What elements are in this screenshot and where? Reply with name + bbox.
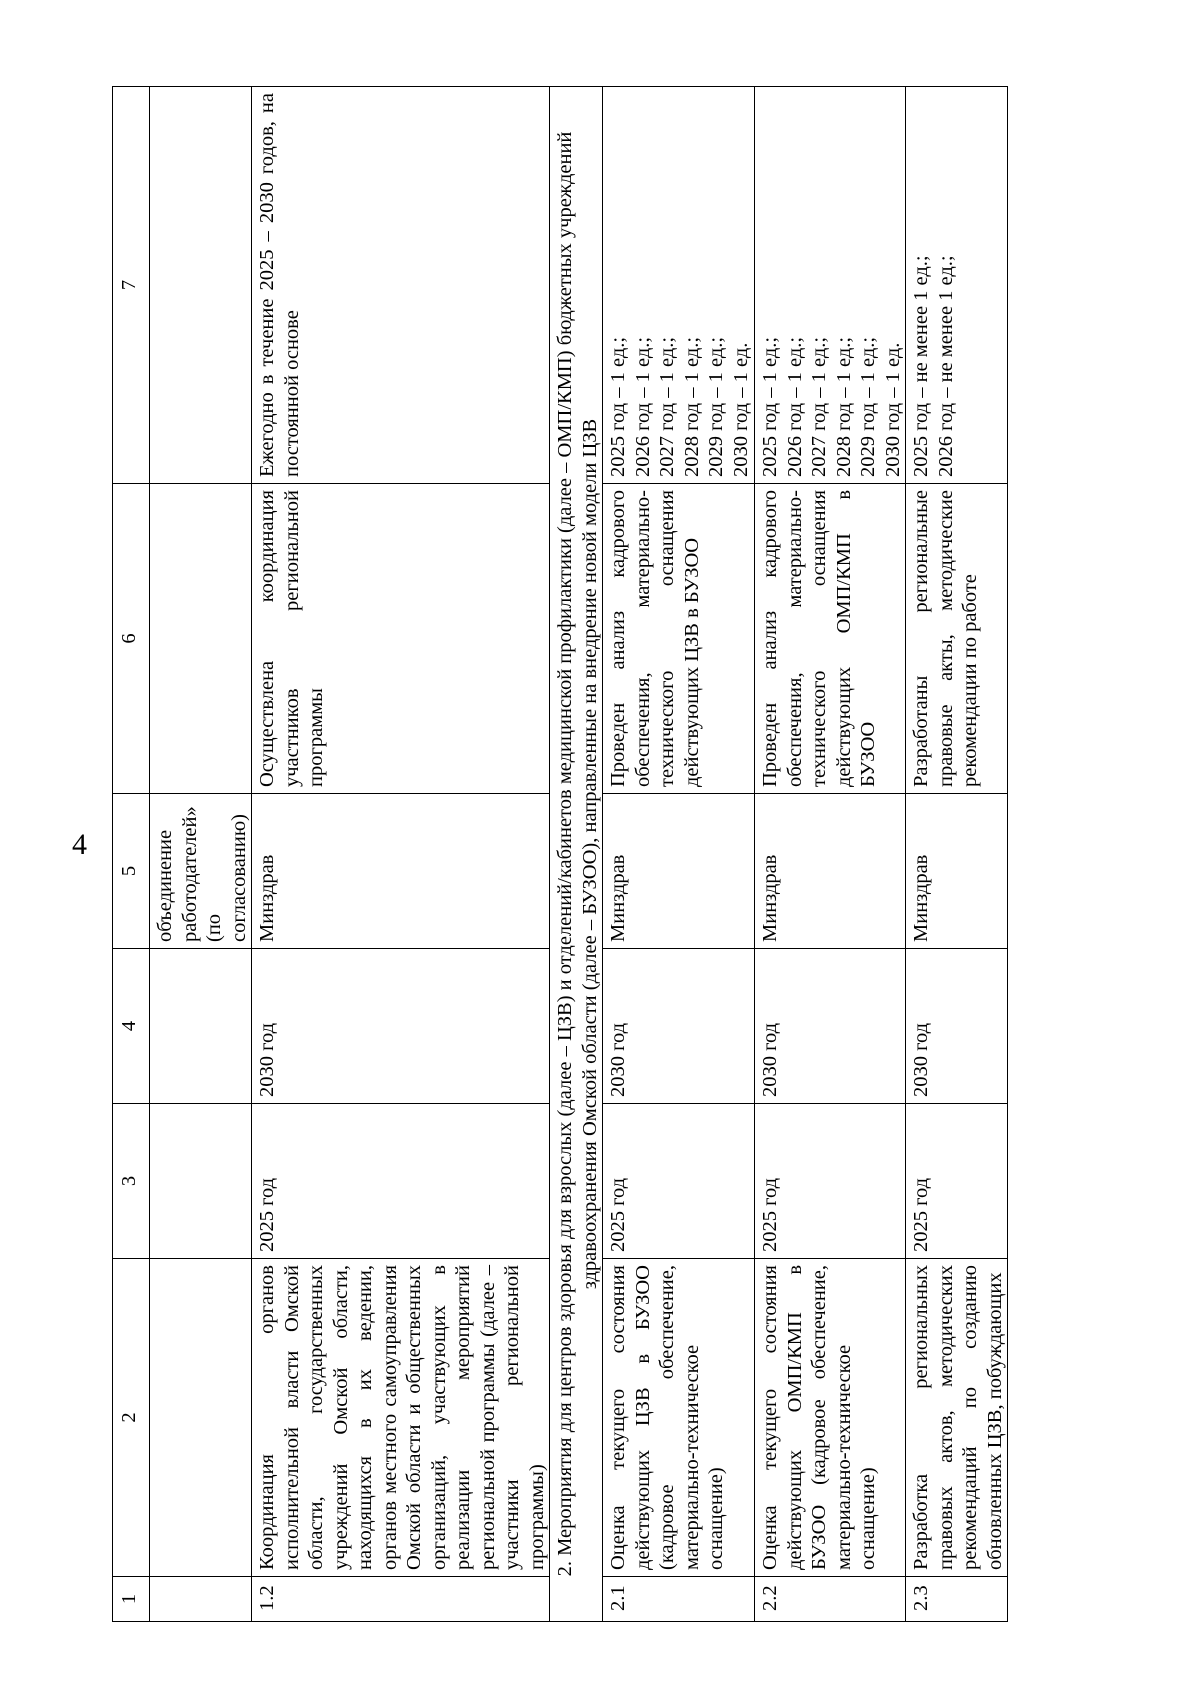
header-cell: 6 <box>113 484 150 794</box>
result-cell: Осуществлена координация участников региональной программы <box>252 484 550 794</box>
executor-cell: Минздрав <box>906 794 1008 949</box>
rotated-page-content <box>112 87 1006 1622</box>
section-heading-row <box>550 87 603 1622</box>
action-cell: Разработка региональных правовых актов, методических рекомендаций по созданию обновленных ЦЗВ, побуждающих <box>906 1259 1008 1577</box>
action-cell: Оценка текущего состояния действующих ЦЗВ в БУЗОО (кадровое обеспечение, материально-техническое оснащение) <box>603 1259 755 1577</box>
continuation-row <box>150 87 252 1622</box>
end-cell: 2030 год <box>906 949 1008 1104</box>
table-header-row <box>113 87 150 1622</box>
executor-cell: Минздрав <box>755 794 906 949</box>
end-cell: 2030 год <box>603 949 755 1104</box>
indicator-cell: 2025 год – не менее 1 ед.; 2026 год – не менее 1 ед.; <box>906 87 1008 484</box>
table-row <box>755 87 906 1622</box>
row-number: 2.2 <box>755 1577 906 1622</box>
result-cell: Разработаны региональные правовые акты, методические рекомендации по работе <box>906 484 1008 794</box>
header-cell: 3 <box>113 1104 150 1259</box>
section-heading: 2. Мероприятия для центров здоровья для взрослых (далее – ЦЗВ) и отделений/кабинетов медицинской профилактики (далее – ОМП/КМП) бюджетных учреждений здравоохранения Омской области (далее – БУЗОО), направленные на внедрение новой модели ЦЗВ <box>550 87 603 1622</box>
header-cell: 2 <box>113 1259 150 1577</box>
plan-table <box>112 86 1008 1622</box>
table-row <box>603 87 755 1622</box>
indicator-cell: 2025 год – 1 ед.; 2026 год – 1 ед.; 2027 год – 1 ед.; 2028 год – 1 ед.; 2029 год – 1 ед.; 2030 год – 1 ед. <box>603 87 755 484</box>
start-cell: 2025 год <box>252 1104 550 1259</box>
row-number: 2.3 <box>906 1577 1008 1622</box>
result-cell: Проведен анализ кадрового обеспечения, материально-технического оснащения действующих ОМП/КМП в БУЗОО <box>755 484 906 794</box>
start-cell: 2025 год <box>906 1104 1008 1259</box>
end-cell: 2030 год <box>252 949 550 1104</box>
start-cell: 2025 год <box>603 1104 755 1259</box>
table-row <box>252 87 550 1622</box>
page-number: 4 <box>72 828 87 861</box>
end-cell: 2030 год <box>755 949 906 1104</box>
table-row <box>906 87 1008 1622</box>
indicator-cell: 2025 год – 1 ед.; 2026 год – 1 ед.; 2027 год – 1 ед.; 2028 год – 1 ед.; 2029 год – 1 ед.; 2030 год – 1 ед. <box>755 87 906 484</box>
header-cell: 7 <box>113 87 150 484</box>
header-cell: 4 <box>113 949 150 1104</box>
result-cell: Проведен анализ кадрового обеспечения, материально-технического оснащения действующих ЦЗВ в БУЗОО <box>603 484 755 794</box>
start-cell: 2025 год <box>755 1104 906 1259</box>
action-cell: Оценка текущего состояния действующих ОМП/КМП в БУЗОО (кадровое обеспечение, материально-техническое оснащение) <box>755 1259 906 1577</box>
executor-cell: Минздрав <box>252 794 550 949</box>
row-number: 1.2 <box>252 1577 550 1622</box>
header-cell: 1 <box>113 1577 150 1622</box>
indicator-cell: Ежегодно в течение 2025 – 2030 годов, на постоянной основе <box>252 87 550 484</box>
executor-cell: объединение работодателей» (по согласованию) <box>150 794 252 949</box>
header-cell: 5 <box>113 794 150 949</box>
row-number: 2.1 <box>603 1577 755 1622</box>
executor-cell: Минздрав <box>603 794 755 949</box>
action-cell: Координация органов исполнительной власти Омской области, государственных учреждений Омской области, находящихся в их ведении, органов местного самоуправления Омской области и общественных организаций, участвующих в реализации мероприятий региональной программы (далее – участники региональной программы) <box>252 1259 550 1577</box>
